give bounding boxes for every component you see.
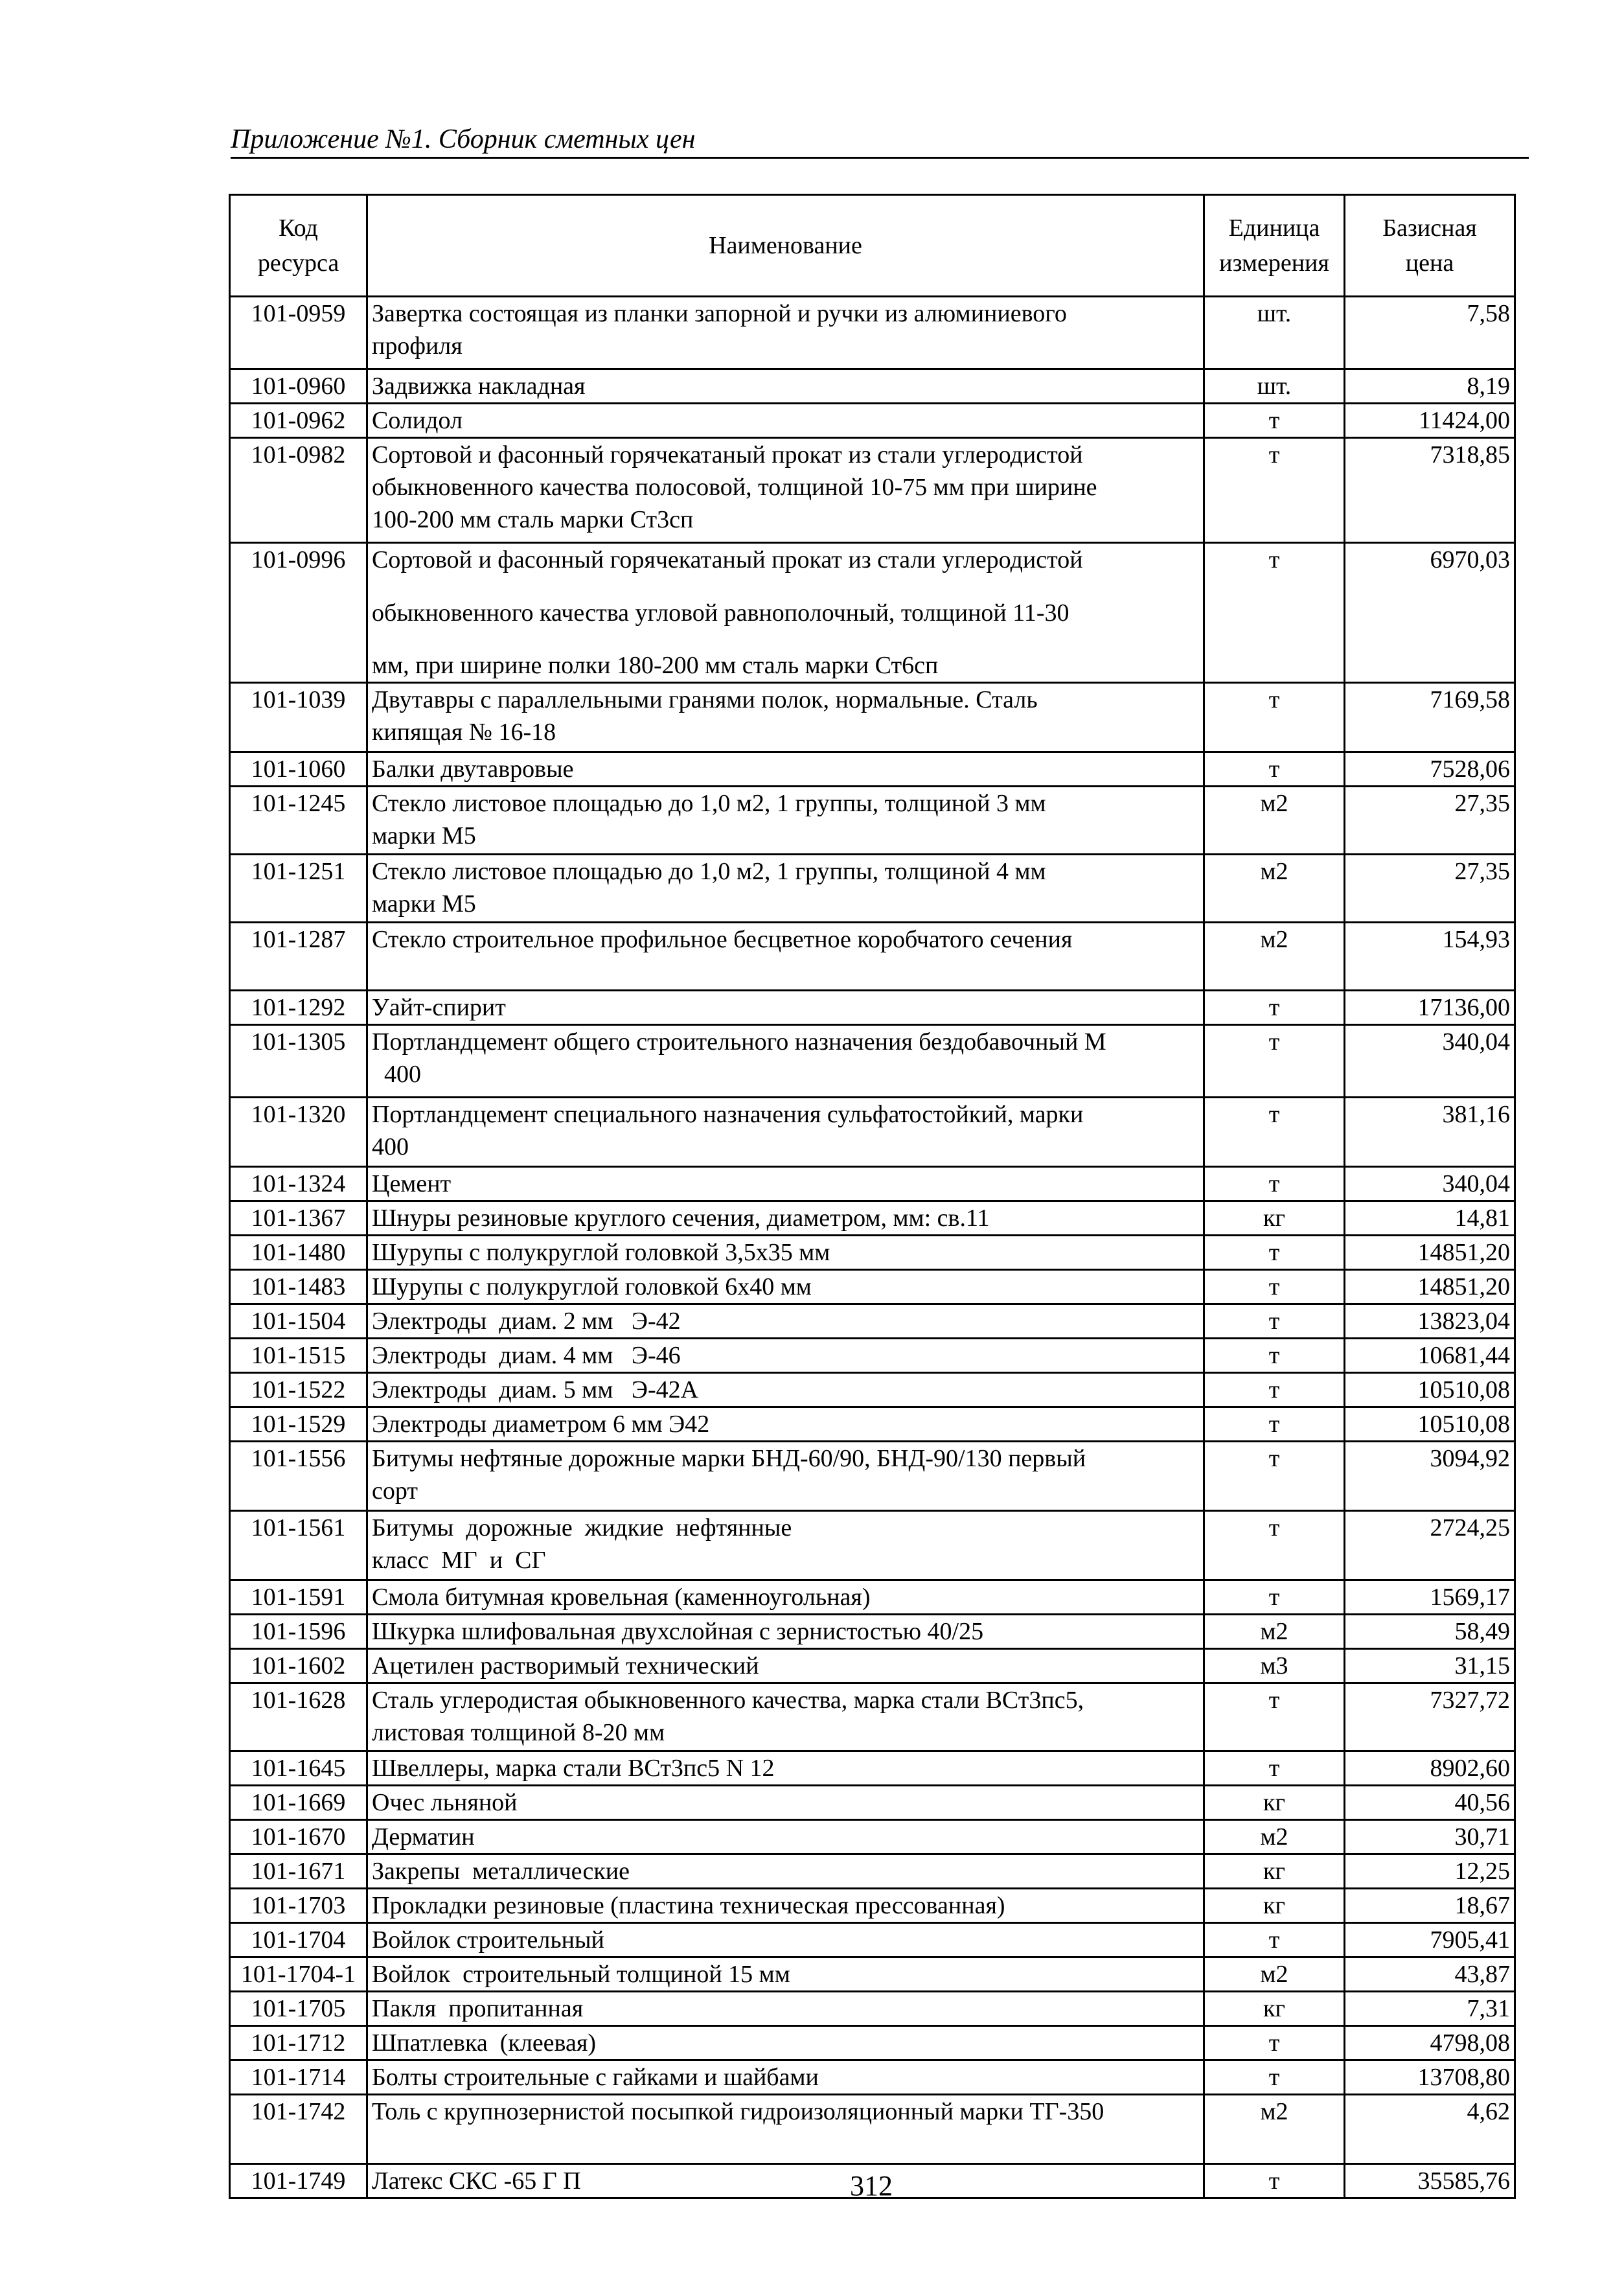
unit-of-measure: кг [1204,1992,1345,2026]
unit-of-measure: кг [1204,1854,1345,1889]
resource-name [367,1649,1204,1683]
base-price: 7169,58 [1345,683,1515,752]
unit-of-measure: м2 [1204,855,1345,923]
name-line: Портландцемент специального назначения сульфатостойкий, марки [372,1101,1084,1128]
base-price: 7905,41 [1345,1923,1515,1957]
table-row [230,1442,1515,1511]
name-lines [372,1821,1199,1852]
table-row [230,991,1515,1025]
name-line: профиля [372,332,463,360]
name-line: Задвижка накладная [372,373,586,400]
unit-of-measure: кг [1204,1786,1345,1820]
resource-name [367,1270,1204,1304]
base-price: 10510,08 [1345,1407,1515,1442]
resource-name [367,1025,1204,1098]
base-price: 14851,20 [1345,1270,1515,1304]
resource-code: 101-1602 [230,1649,367,1683]
name-lines [372,1374,1199,1405]
unit-of-measure: т [1204,1025,1345,1098]
name-line: 400 [372,1061,421,1088]
price-table [229,194,1516,2199]
name-lines [372,1786,1199,1817]
name-line: Электроды диам. 4 мм Э-46 [372,1342,681,1369]
resource-name [367,1580,1204,1615]
unit-of-measure: т [1204,1373,1345,1407]
table-row [230,1304,1515,1339]
base-price: 43,87 [1345,1957,1515,1992]
resource-code: 101-1287 [230,923,367,991]
base-price: 4798,08 [1345,2026,1515,2060]
resource-code: 101-0996 [230,543,367,683]
table-row [230,2095,1515,2164]
resource-code: 101-1320 [230,1098,367,1167]
name-lines [372,1615,1199,1646]
table-row [230,1889,1515,1923]
resource-code: 101-1060 [230,752,367,787]
base-price: 7318,85 [1345,438,1515,543]
table-row [230,923,1515,991]
unit-of-measure: м2 [1204,1820,1345,1854]
unit-of-measure: т [1204,1339,1345,1373]
unit-of-measure: т [1204,2026,1345,2060]
table-row [230,1339,1515,1373]
name-lines [372,297,1199,368]
name-line: Двутавры с параллельными гранями полок, нормальные. Сталь [372,686,1038,713]
unit-of-measure: т [1204,1304,1345,1339]
base-price: 13708,80 [1345,2060,1515,2095]
resource-name [367,1511,1204,1580]
table-row [230,1820,1515,1854]
base-price: 12,25 [1345,1854,1515,1889]
unit-of-measure: т [1204,2164,1345,2198]
unit-of-measure: м2 [1204,1957,1345,1992]
name-line: Сортовой и фасонный горячекатаный прокат из стали углеродистой [372,546,1083,573]
name-line: Пакля пропитанная [372,1995,584,2022]
resource-code: 101-1704 [230,1923,367,1957]
base-price: 40,56 [1345,1786,1515,1820]
name-line: Завертка состоящая из планки запорной и ручки из алюминиевого [372,300,1067,327]
unit-of-measure: кг [1204,1889,1345,1923]
table-row [230,2026,1515,2060]
name-lines [372,1271,1199,1301]
table-row [230,1751,1515,1786]
resource-code: 101-1712 [230,2026,367,2060]
table-row [230,543,1515,683]
name-lines [372,855,1199,921]
unit-of-measure: шт. [1204,369,1345,404]
resource-code: 101-0960 [230,369,367,404]
name-line: обыкновенного качества полосовой, толщиной 10-75 мм при ширине [372,474,1097,501]
resource-code: 101-1749 [230,2164,367,2198]
base-price: 8,19 [1345,369,1515,404]
name-lines [372,991,1199,1022]
base-price: 14851,20 [1345,1236,1515,1270]
name-line: Шнуры резиновые круглого сечения, диаметром, мм: св.11 [372,1205,990,1232]
unit-of-measure: т [1204,1442,1345,1511]
table-row [230,1167,1515,1201]
base-price: 18,67 [1345,1889,1515,1923]
name-lines [372,1992,1199,2024]
name-line: Смола битумная кровельная (каменноугольная) [372,1584,871,1611]
name-lines [372,1026,1199,1096]
name-line: сорт [372,1477,418,1505]
name-line: обыкновенного качества угловой равнополочный, толщиной 11-30 [372,599,1069,627]
resource-code: 101-1561 [230,1511,367,1580]
resource-name [367,1957,1204,1992]
resource-code: 101-1529 [230,1407,367,1442]
resource-name [367,1442,1204,1511]
base-price: 154,93 [1345,923,1515,991]
resource-name [367,991,1204,1025]
table-row [230,369,1515,404]
resource-name [367,1751,1204,1786]
name-lines [372,1889,1199,1921]
table-row [230,1407,1515,1442]
name-lines [372,1650,1199,1681]
page-number: 312 [850,2170,893,2202]
resource-name [367,1236,1204,1270]
base-price: 35585,76 [1345,2164,1515,2198]
header-line: ресурса [257,249,339,277]
unit-of-measure: шт. [1204,297,1345,369]
unit-of-measure: т [1204,1270,1345,1304]
name-lines [372,544,1199,682]
column-header-price [1345,195,1515,297]
table-row [230,1236,1515,1270]
table-row [230,1683,1515,1751]
resource-name [367,1992,1204,2026]
unit-of-measure: м2 [1204,2095,1345,2164]
name-line: 100-200 мм сталь марки Ст3сп [372,506,694,533]
resource-code: 101-1596 [230,1615,367,1649]
resource-code: 101-1480 [230,1236,367,1270]
resource-code: 101-0959 [230,297,367,369]
column-header-name: Наименование [367,195,1204,297]
resource-code: 101-1522 [230,1373,367,1407]
name-lines [372,1305,1199,1337]
unit-of-measure: м2 [1204,787,1345,855]
name-lines [372,787,1199,853]
resource-code: 101-1671 [230,1854,367,1889]
table-row [230,1580,1515,1615]
table-row [230,404,1515,438]
resource-code: 101-1556 [230,1442,367,1511]
table-row [230,1786,1515,1820]
table-header-row [230,195,1515,297]
resource-code: 101-1251 [230,855,367,923]
name-line: Сталь углеродистая обыкновенного качества, марка стали ВСт3пс5, [372,1687,1084,1714]
base-price: 7,31 [1345,1992,1515,2026]
name-line: Толь с крупнозернистой посыпкой гидроизоляционный марки ТГ-350 [372,2098,1104,2125]
resource-code: 101-1669 [230,1786,367,1820]
table-row [230,752,1515,787]
resource-name [367,1854,1204,1889]
resource-name [367,1373,1204,1407]
base-price: 340,04 [1345,1025,1515,1098]
resource-name [367,1167,1204,1201]
name-lines [372,2027,1199,2059]
resource-name [367,683,1204,752]
unit-of-measure: т [1204,1683,1345,1751]
name-lines [372,1168,1199,1198]
name-line: кипящая № 16-18 [372,719,556,746]
table-row [230,1373,1515,1407]
unit-of-measure: т [1204,1236,1345,1270]
name-lines [372,404,1199,433]
name-line: Уайт-спирит [372,994,506,1021]
resource-name [367,404,1204,438]
name-line: Войлок строительный толщиной 15 мм [372,1961,790,1988]
unit-of-measure: м2 [1204,923,1345,991]
name-line: Шурупы с полукруглой головкой 3,5x35 мм [372,1239,830,1266]
name-line: Цемент [372,1170,452,1197]
header-line: Код [279,214,318,242]
table-row [230,855,1515,923]
name-line: Латекс СКС -65 Г П [372,2167,581,2195]
resource-name [367,1304,1204,1339]
resource-code: 101-1504 [230,1304,367,1339]
unit-of-measure: т [1204,1407,1345,1442]
unit-of-measure: м2 [1204,1615,1345,1649]
resource-code: 101-1645 [230,1751,367,1786]
table-row [230,1615,1515,1649]
name-lines [372,1752,1199,1784]
name-line: Болты строительные с гайками и шайбами [372,2064,819,2091]
name-lines [372,923,1199,989]
resource-name [367,2026,1204,2060]
base-price: 10510,08 [1345,1373,1515,1407]
name-lines [372,1581,1199,1611]
name-lines [372,1408,1199,1438]
name-lines [372,439,1199,542]
name-line: 400 [372,1133,409,1160]
table-row [230,1923,1515,1957]
resource-name [367,1820,1204,1854]
resource-code: 101-1705 [230,1992,367,2026]
name-line: Стекло листовое площадью до 1,0 м2, 1 группы, толщиной 4 мм [372,858,1046,885]
base-price: 30,71 [1345,1820,1515,1854]
resource-name [367,1923,1204,1957]
base-price: 7528,06 [1345,752,1515,787]
resource-code: 101-1628 [230,1683,367,1751]
name-line: класс МГ и СГ [372,1547,546,1574]
table-row [230,1649,1515,1683]
resource-code: 101-1324 [230,1167,367,1201]
column-header-unit [1204,195,1345,297]
name-line: Войлок строительный [372,1926,604,1954]
header-line: Единица [1228,214,1320,242]
name-lines [372,1098,1199,1166]
unit-of-measure: т [1204,683,1345,752]
name-line: Электроды диаметром 6 мм Э42 [372,1411,710,1438]
resource-name [367,438,1204,543]
resource-name [367,1201,1204,1236]
resource-name [367,369,1204,404]
name-line: марки М5 [372,890,476,917]
name-line: Электроды диам. 2 мм Э-42 [372,1308,681,1335]
base-price: 58,49 [1345,1615,1515,1649]
name-line: Солидол [372,407,463,434]
name-lines [372,1958,1199,1990]
name-line: Балки двутавровые [372,756,574,783]
column-header-code [230,195,367,297]
name-lines [372,1236,1199,1268]
name-lines [372,1924,1199,1954]
table-row [230,1025,1515,1098]
name-lines [372,1684,1199,1750]
resource-name [367,855,1204,923]
base-price: 7,58 [1345,297,1515,369]
name-line: Портландцемент общего строительного назначения бездобавочный М [372,1028,1106,1055]
name-line: Стекло строительное профильное бесцветное коробчатого сечения [372,926,1073,953]
name-line: Прокладки резиновые (пластина техническая прессованная) [372,1892,1005,1919]
unit-of-measure: т [1204,1580,1345,1615]
resource-code: 101-1515 [230,1339,367,1373]
resource-code: 101-1367 [230,1201,367,1236]
base-price: 10681,44 [1345,1339,1515,1373]
name-lines [372,370,1199,399]
name-line: Сортовой и фасонный горячекатаный прокат из стали углеродистой [372,441,1083,468]
name-lines [372,1855,1199,1886]
name-line: Швеллеры, марка стали ВСт3пс5 N 12 [372,1755,775,1782]
base-price: 3094,92 [1345,1442,1515,1511]
resource-name [367,1615,1204,1649]
name-line: Шпатлевка (клеевая) [372,2029,596,2057]
unit-of-measure: т [1204,2060,1345,2095]
resource-name [367,1786,1204,1820]
page-header-title: Приложение №1. Сборник сметных цен [231,122,1529,159]
name-line: мм, при ширине полки 180-200 мм сталь марки Ст6сп [372,652,939,679]
table-row [230,1854,1515,1889]
table-row [230,787,1515,855]
resource-code: 101-1703 [230,1889,367,1923]
resource-code: 101-1292 [230,991,367,1025]
table-row [230,1098,1515,1167]
header-line: измерения [1219,249,1329,277]
resource-name [367,297,1204,369]
unit-of-measure: кг [1204,1201,1345,1236]
base-price: 2724,25 [1345,1511,1515,1580]
unit-of-measure: т [1204,1098,1345,1167]
table-row [230,1992,1515,2026]
name-lines [372,1512,1199,1579]
unit-of-measure: т [1204,1511,1345,1580]
resource-code: 101-1670 [230,1820,367,1854]
name-line: Шурупы с полукруглой головкой 6x40 мм [372,1273,812,1300]
name-lines [372,684,1199,751]
resource-name [367,1889,1204,1923]
base-price: 381,16 [1345,1098,1515,1167]
resource-code: 101-1714 [230,2060,367,2095]
base-price: 6970,03 [1345,543,1515,683]
unit-of-measure: т [1204,991,1345,1025]
table-row [230,2060,1515,2095]
name-line: Ацетилен растворимый технический [372,1652,759,1679]
unit-of-measure: т [1204,752,1345,787]
base-price: 27,35 [1345,787,1515,855]
resource-code: 101-1704-1 [230,1957,367,1992]
name-lines [372,1339,1199,1371]
base-price: 14,81 [1345,1201,1515,1236]
unit-of-measure: т [1204,543,1345,683]
table-row [230,1957,1515,1992]
resource-name [367,787,1204,855]
table-row [230,438,1515,543]
resource-code: 101-0982 [230,438,367,543]
unit-of-measure: т [1204,404,1345,438]
base-price: 4,62 [1345,2095,1515,2164]
unit-of-measure: т [1204,1923,1345,1957]
resource-code: 101-0962 [230,404,367,438]
unit-of-measure: т [1204,438,1345,543]
base-price: 1569,17 [1345,1580,1515,1615]
base-price: 13823,04 [1345,1304,1515,1339]
unit-of-measure: т [1204,1167,1345,1201]
base-price: 7327,72 [1345,1683,1515,1751]
header-line: Базисная [1382,214,1477,242]
resource-name [367,2060,1204,2095]
table-body [230,297,1515,2198]
resource-name [367,1098,1204,1167]
name-line: марки М5 [372,822,476,849]
resource-name [367,1407,1204,1442]
name-lines [372,2095,1199,2163]
name-lines [372,1442,1199,1510]
base-price: 27,35 [1345,855,1515,923]
base-price: 11424,00 [1345,404,1515,438]
base-price: 17136,00 [1345,991,1515,1025]
unit-of-measure: т [1204,1751,1345,1786]
resource-name [367,1683,1204,1751]
header-line: цена [1405,249,1454,277]
name-line: Шкурка шлифовальная двухслойная с зернистостью 40/25 [372,1618,984,1645]
base-price: 31,15 [1345,1649,1515,1683]
name-line: Битумы нефтяные дорожные марки БНД-60/90, БНД-90/130 первый [372,1445,1086,1472]
resource-code: 101-1245 [230,787,367,855]
name-line: листовая толщиной 8-20 мм [372,1719,665,1746]
name-line: Закрепы металлические [372,1858,630,1885]
table-row [230,1201,1515,1236]
table-row [230,1270,1515,1304]
resource-name [367,2095,1204,2164]
resource-code: 101-1039 [230,683,367,752]
name-lines [372,2061,1199,2092]
resource-name [367,1339,1204,1373]
name-lines [372,753,1199,783]
resource-code: 101-1483 [230,1270,367,1304]
table-row [230,683,1515,752]
name-line: Электроды диам. 5 мм Э-42А [372,1376,699,1403]
resource-name [367,923,1204,991]
name-line: Очес льняной [372,1789,518,1816]
resource-code: 101-1305 [230,1025,367,1098]
table-row [230,1511,1515,1580]
resource-code: 101-1591 [230,1580,367,1615]
resource-name [367,752,1204,787]
table-row [230,297,1515,369]
name-line: Битумы дорожные жидкие нефтянные [372,1514,792,1541]
unit-of-measure: м3 [1204,1649,1345,1683]
base-price: 340,04 [1345,1167,1515,1201]
name-line: Дерматин [372,1823,475,1851]
resource-name [367,543,1204,683]
base-price: 8902,60 [1345,1751,1515,1786]
name-line: Стекло листовое площадью до 1,0 м2, 1 группы, толщиной 3 мм [372,790,1046,817]
resource-code: 101-1742 [230,2095,367,2164]
name-lines [372,1202,1199,1234]
